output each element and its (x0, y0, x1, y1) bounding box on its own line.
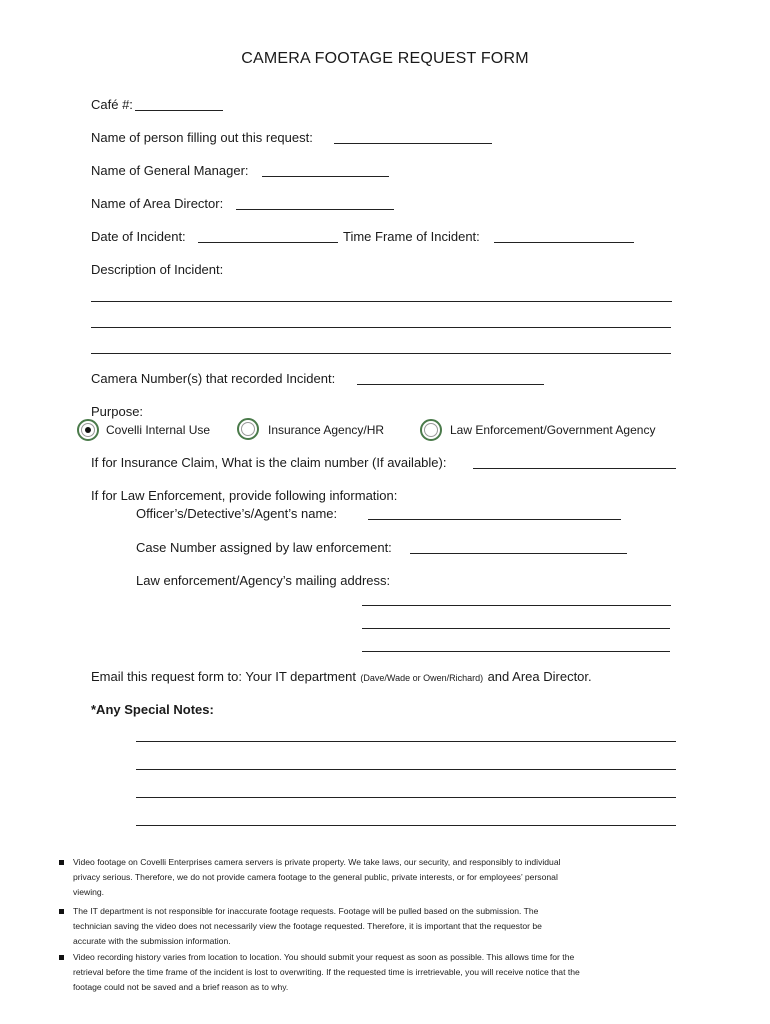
email-contacts: (Dave/Wade or Owen/Richard) (360, 673, 484, 683)
person-label: Name of person filling out this request: (91, 130, 313, 145)
description-line-1[interactable] (91, 301, 672, 302)
person-field[interactable] (334, 143, 492, 144)
note-line: technician saving the video does not necessarily view the footage requested. Therefore, it is important that the requestor be (73, 921, 542, 932)
cafe-field[interactable] (135, 110, 223, 111)
special-notes-line-2[interactable] (136, 769, 676, 770)
case-field[interactable] (410, 553, 627, 554)
date-label: Date of Incident: (91, 229, 186, 244)
note-line: The IT department is not responsible for inaccurate footage requests. Footage will be pulled based on the submission. The (73, 906, 539, 916)
law-intro: If for Law Enforcement, provide following information: (91, 488, 398, 503)
ad-label: Name of Area Director: (91, 196, 224, 211)
date-field[interactable] (198, 242, 338, 243)
email-prefix: Email this request form to: Your IT department (91, 669, 356, 684)
note-line: Video recording history varies from location to location. You should submit your request as soon as possible. This allows time for the (73, 952, 575, 962)
email-instruction (91, 668, 592, 686)
note-line: retrieval before the time frame of the incident is lost to overwriting. If the requested time is irretrievable, you will receive notice that the (73, 967, 580, 978)
insurance-field[interactable] (473, 468, 676, 469)
ad-field[interactable] (236, 209, 394, 210)
purpose-option-law: Law Enforcement/Government Agency (450, 423, 656, 437)
timeframe-label: Time Frame of Incident: (343, 229, 480, 244)
insurance-label: If for Insurance Claim, What is the claim number (If available): (91, 455, 447, 470)
cafe-label: Café #: (91, 97, 133, 112)
address-line-3[interactable] (362, 651, 670, 652)
timeframe-field[interactable] (494, 242, 634, 243)
description-line-3[interactable] (91, 353, 671, 354)
note-accuracy (73, 904, 542, 950)
purpose-radio-internal[interactable] (77, 419, 99, 441)
special-notes-label: *Any Special Notes: (91, 702, 214, 717)
purpose-radio-insurance[interactable] (237, 418, 259, 440)
address-label: Law enforcement/Agency’s mailing address: (136, 573, 391, 588)
radio-selected-dot-icon (85, 427, 91, 433)
bullet-icon (59, 909, 64, 914)
description-label: Description of Incident: (91, 262, 224, 277)
bullet-icon (59, 955, 64, 960)
purpose-option-internal: Covelli Internal Use (106, 423, 211, 437)
description-line-2[interactable] (91, 327, 671, 328)
radio-ring-icon (241, 422, 255, 436)
special-notes-line-1[interactable] (136, 741, 676, 742)
note-line: privacy serious. Therefore, we do not provide camera footage to the general public, private interests, or for employees’ personal (73, 872, 558, 883)
note-retention (73, 950, 580, 996)
note-line: footage could not be saved and a brief reason as to why. (73, 982, 289, 993)
camera-field[interactable] (357, 384, 544, 385)
purpose-option-insurance: Insurance Agency/HR (268, 423, 385, 437)
email-suffix: and Area Director. (487, 669, 592, 684)
bullet-icon (59, 860, 64, 865)
special-notes-line-3[interactable] (136, 797, 676, 798)
purpose-radio-law[interactable] (420, 419, 442, 441)
camera-label: Camera Number(s) that recorded Incident: (91, 371, 336, 386)
officer-label: Officer’s/Detective’s/Agent’s name: (136, 506, 338, 521)
gm-label: Name of General Manager: (91, 163, 249, 178)
page-title: CAMERA FOOTAGE REQUEST FORM (241, 50, 529, 67)
note-privacy (73, 855, 561, 901)
note-line: Video footage on Covelli Enterprises camera servers is private property. We take laws, our security, and responsibly to individual (73, 857, 561, 867)
purpose-label: Purpose: (91, 404, 144, 419)
note-line: viewing. (73, 887, 105, 898)
officer-field[interactable] (368, 519, 621, 520)
note-line: accurate with the submission information. (73, 936, 231, 947)
address-line-2[interactable] (362, 628, 670, 629)
gm-field[interactable] (262, 176, 389, 177)
case-label: Case Number assigned by law enforcement: (136, 540, 392, 555)
special-notes-line-4[interactable] (136, 825, 676, 826)
radio-ring-icon (424, 423, 438, 437)
address-line-1[interactable] (362, 605, 671, 606)
